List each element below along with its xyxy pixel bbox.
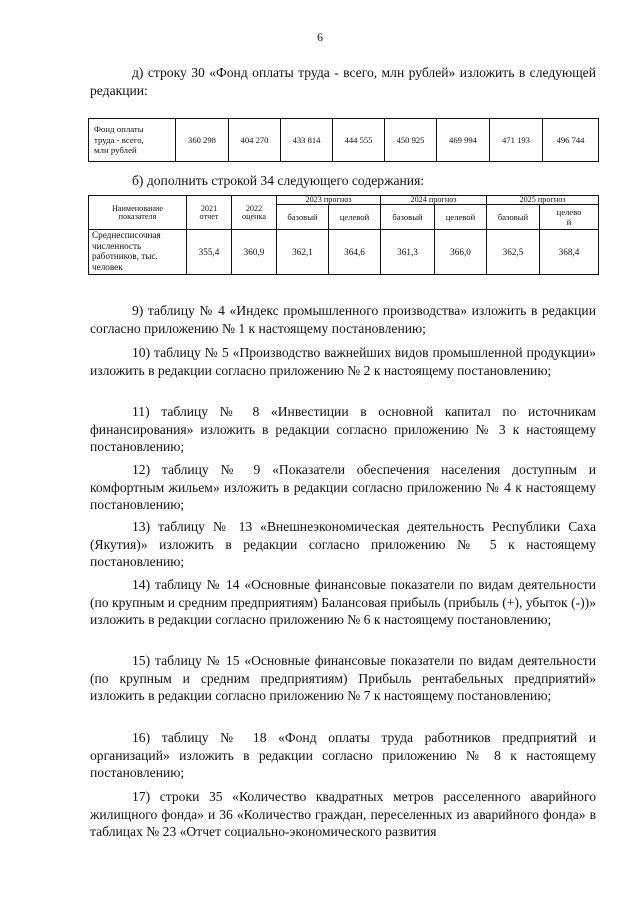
header-line: показателя <box>118 211 157 221</box>
column-header-2022 <box>232 196 277 230</box>
column-group-2023: 2023 прогноз <box>277 196 381 205</box>
subheader-cell: целевой <box>435 205 487 230</box>
header-line: оценка <box>242 211 266 221</box>
table-cell: 360,9 <box>232 230 277 275</box>
subheader-cell: базовый <box>487 205 540 230</box>
table-cell: 450 925 <box>385 119 437 162</box>
list-item <box>90 729 596 782</box>
table-cell: 362,5 <box>487 230 540 275</box>
subheader-line: й <box>566 217 572 227</box>
intro-b-text: б) дополнить строкой 34 следующего содержания: <box>132 173 425 188</box>
list-item-text: 17) строки 35 «Количество квадратных метров расселенного аварийного жилищного фонда» и 36 «Количество граждан, переселенных из аварийного фонда» в таблицах № 23 «Отчет социально-экономического развития <box>90 789 596 839</box>
list-item <box>90 652 596 705</box>
row-label <box>89 230 187 275</box>
table-cell: 355,4 <box>187 230 232 275</box>
table-cell: 469 994 <box>437 119 490 162</box>
table-cell: 404 270 <box>229 119 281 162</box>
subheader-cell: базовый <box>381 205 435 230</box>
list-item <box>90 461 596 514</box>
column-header-2021 <box>187 196 232 230</box>
column-group-2025: 2025 прогноз <box>487 196 599 205</box>
list-item <box>90 302 596 337</box>
list-item <box>90 788 596 841</box>
intro-d-text: д) строку 30 «Фонд оплаты труда - всего, млн рублей» изложить в следующей редакции: <box>90 65 596 98</box>
header-line: Наименование <box>111 203 163 213</box>
table-cell: 361,3 <box>381 230 435 275</box>
list-item-text: 10) таблицу № 5 «Производство важнейших видов промышленной продукции» изложить в редакции согласно приложению № 2 к настоящему постановлению; <box>90 345 596 378</box>
page-number: 6 <box>317 30 323 44</box>
header-line: 2022 <box>245 203 263 213</box>
subheader-cell: базовый <box>277 205 329 230</box>
list-item-text: 13) таблицу № 13 «Внешнеэкономическая деятельность Республики Саха (Якутия)» изложить в редакции согласно приложению № 5 к настоящему постановлению; <box>90 519 596 569</box>
subheader-line: целево <box>556 207 582 217</box>
label-line: работников, тыс. <box>92 251 158 261</box>
label-line: численность <box>92 240 142 251</box>
table-row <box>89 119 599 162</box>
table-cell: 368,4 <box>540 230 599 275</box>
list-item-text: 16) таблицу № 18 «Фонд оплаты труда работников предприятий и организаций» изложить в редакции согласно приложению № 8 к настоящему постановлению; <box>90 730 596 780</box>
label-line: труда - всего, <box>94 134 144 145</box>
list-item-text: 15) таблицу № 15 «Основные финансовые показатели по видам деятельности (по крупным и средним предприятиям) Прибыль рентабельных предприятий» изложить в редакции согласно приложению № 7 к настоящему постановлению; <box>90 653 596 703</box>
subheader-cell <box>540 205 599 230</box>
list-item-text: 11) таблицу № 8 «Инвестиции в основной капитал по источникам финансирования» изложить в редакции согласно приложению № 3 к настоящему постановлению; <box>90 404 596 454</box>
list-item <box>90 403 596 456</box>
list-item-text: 9) таблицу № 4 «Индекс промышленного производства» изложить в редакции согласно приложению № 1 к настоящему постановлению; <box>90 303 596 336</box>
label-line: Фонд оплаты <box>94 124 144 135</box>
row-label <box>89 119 176 162</box>
intro-paragraph-b <box>90 172 596 190</box>
subheader-cell: целевой <box>329 205 381 230</box>
header-line: 2021 <box>200 203 218 213</box>
table-cell: 366,0 <box>435 230 487 275</box>
table-cell: 360 298 <box>176 119 229 162</box>
column-header-name <box>89 196 187 230</box>
label-line: млн рублей <box>94 145 137 156</box>
column-group-2024: 2024 прогноз <box>381 196 487 205</box>
list-item <box>90 518 596 571</box>
table-row <box>89 230 599 275</box>
table-cell: 364,6 <box>329 230 381 275</box>
intro-paragraph-d <box>90 64 596 99</box>
label-line: Среднесписочная <box>92 230 161 240</box>
table-cell: 444 555 <box>333 119 385 162</box>
list-item-text: 14) таблицу № 14 «Основные финансовые показатели по видам деятельности (по крупным и средним предприятиям) Балансовая прибыль (прибыль (+), убыток (-))» изложить в редакции согласно приложению № 6 к настоящему постановлению; <box>90 577 596 627</box>
table-cell: 362,1 <box>277 230 329 275</box>
table-cell: 496 744 <box>543 119 599 162</box>
header-line: отчет <box>199 211 219 221</box>
table-cell: 433 814 <box>281 119 333 162</box>
list-item-text: 12) таблицу № 9 «Показатели обеспечения населения доступным и комфортным жильем» изложить в редакции согласно приложению № 4 к настоящему постановлению; <box>90 462 596 512</box>
label-line: человек <box>92 261 123 272</box>
payroll-fund-table <box>88 118 599 162</box>
headcount-table <box>88 195 599 275</box>
list-item <box>90 576 596 629</box>
table-header-row <box>89 196 599 205</box>
table-cell: 471 193 <box>490 119 543 162</box>
list-item <box>90 344 596 379</box>
